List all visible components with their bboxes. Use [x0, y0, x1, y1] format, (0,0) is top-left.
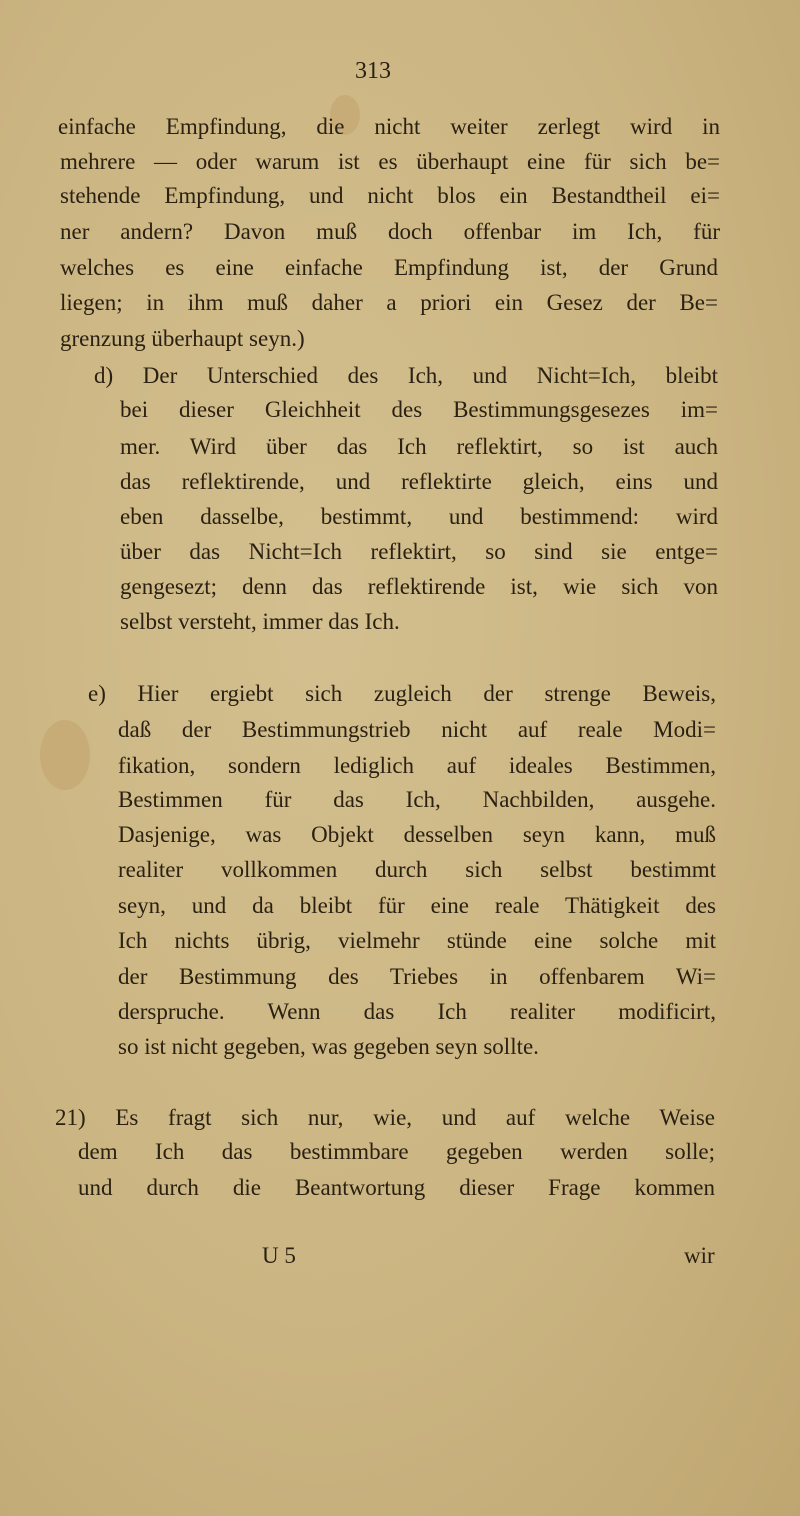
text-line: derspruche. Wenn das Ich realiter modificirt,: [118, 999, 716, 1024]
text-line: dem Ich das bestimmbare gegeben werden solle;: [78, 1139, 715, 1164]
text-line: realiter vollkommen durch sich selbst bestimmt: [118, 857, 716, 882]
text-line: so ist nicht gegeben, was gegeben seyn sollte.: [118, 1034, 539, 1059]
text-line: d) Der Unterschied des Ich, und Nicht=Ich, bleibt: [94, 363, 718, 388]
text-line: welches es eine einfache Empfindung ist, der Grund: [60, 255, 718, 280]
text-line: daß der Bestimmungstrieb nicht auf reale Modi=: [118, 717, 716, 742]
text-line: ner andern? Davon muß doch offenbar im Ich, für: [60, 219, 720, 244]
text-line: über das Nicht=Ich reflektirt, so sind sie entge=: [120, 539, 718, 564]
text-line: liegen; in ihm muß daher a priori ein Gesez der Be=: [60, 290, 718, 315]
text-line: 21) Es fragt sich nur, wie, und auf welche Weise: [55, 1105, 715, 1130]
text-line: grenzung überhaupt seyn.): [60, 326, 305, 351]
text-line: Dasjenige, was Objekt desselben seyn kann, muß: [118, 822, 716, 847]
catchword: wir: [684, 1243, 715, 1268]
text-line: mehrere — oder warum ist es überhaupt eine für sich be=: [60, 149, 720, 174]
text-line: Bestimmen für das Ich, Nachbilden, ausgehe.: [118, 787, 716, 812]
text-line: seyn, und da bleibt für eine reale Thätigkeit des: [118, 893, 716, 918]
page-number: 313: [355, 58, 391, 84]
text-line: gengesezt; denn das reflektirende ist, wie sich von: [120, 574, 718, 599]
text-line: fikation, sondern lediglich auf ideales Bestimmen,: [118, 753, 716, 778]
text-line: bei dieser Gleichheit des Bestimmungsgesezes im=: [120, 397, 718, 422]
text-line: einfache Empfindung, die nicht weiter zerlegt wird in: [58, 114, 720, 139]
text-line: Ich nichts übrig, vielmehr stünde eine solche mit: [118, 928, 716, 953]
text-line: und durch die Beantwortung dieser Frage kommen: [78, 1175, 715, 1200]
paper-stain: [40, 720, 90, 790]
text-line: mer. Wird über das Ich reflektirt, so ist auch: [120, 434, 718, 459]
text-line: eben dasselbe, bestimmt, und bestimmend: wird: [120, 504, 718, 529]
text-line: das reflektirende, und reflektirte gleich, eins und: [120, 469, 718, 494]
text-line: der Bestimmung des Triebes in offenbarem Wi=: [118, 964, 716, 989]
text-line: selbst versteht, immer das Ich.: [120, 609, 400, 634]
text-line: e) Hier ergiebt sich zugleich der strenge Beweis,: [88, 681, 716, 706]
signature-mark: U 5: [262, 1243, 296, 1268]
text-line: stehende Empfindung, und nicht blos ein Bestandtheil ei=: [60, 183, 720, 208]
